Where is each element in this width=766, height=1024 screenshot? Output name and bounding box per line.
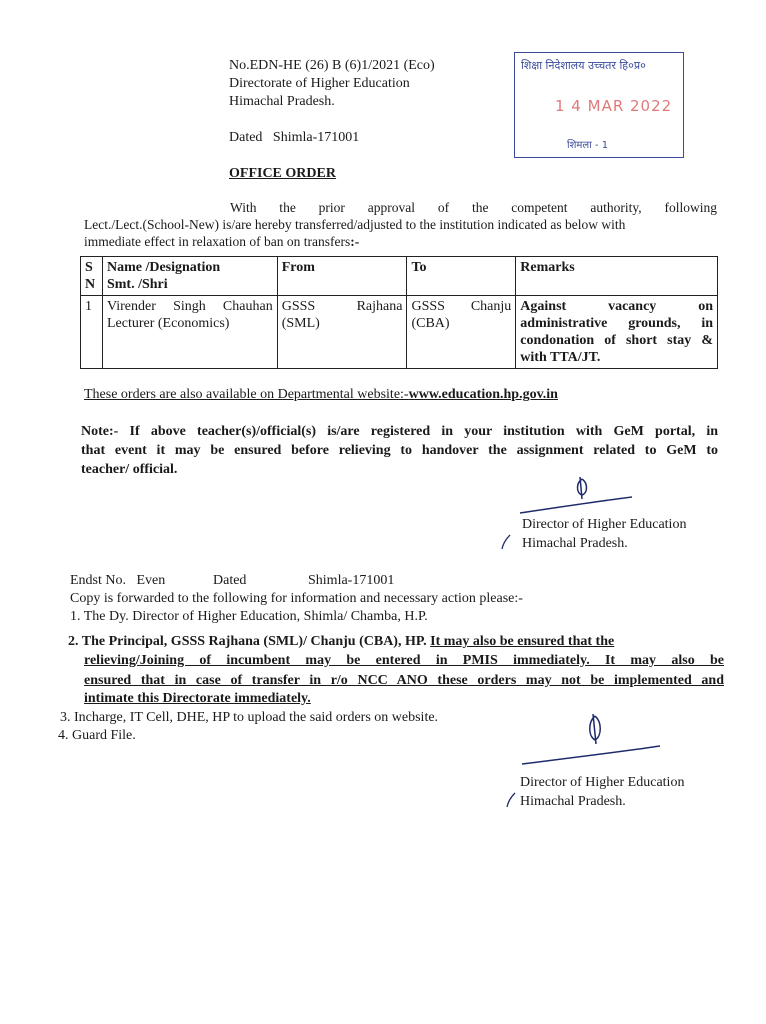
signature-2-title: Director of Higher Education [520,775,685,790]
intro-line-3 [84,233,359,250]
note-line-3: teacher/ official. [81,462,178,477]
copy-item-1-text: The Dy. Director of Higher Education, Shimla/ Chamba, H.P. [83,609,428,624]
header-to: To [407,257,516,296]
header-sn [81,257,103,296]
initial-mark-1 [500,534,514,550]
note-line-2: that event it may be ensured before relieving to handover the assignment related to GeM to [81,443,718,458]
copy-item-4 [58,727,136,744]
copy-item-2-line-3: ensured that in case of transfer in r/o NCC ANO these orders may not be implemented and [84,673,724,688]
intro-line-3-text: immediate effect in relaxation of ban on transfers [84,234,351,249]
copy-item-2-num: 2. [68,634,79,649]
header-from: From [277,257,407,296]
row-remarks: Against vacancy on administrative grounds, in condonation of short stay & with TTA/JT. [516,296,718,369]
file-number: No.EDN-HE (26) B (6)1/2021 (Eco) [229,58,435,73]
website-link[interactable]: www.education.hp.gov.in [408,387,558,402]
copy-item-2 [68,633,723,650]
header-name-1: Name /Designation [106,260,221,275]
copy-item-1 [70,608,428,625]
stamp-place: शिमला - 1 [567,140,609,151]
copy-item-2-line-4: intimate this Directorate immediately. [84,691,311,706]
website-note [84,386,558,403]
copy-item-2-lead: The Principal, GSSS Rajhana (SML)/ Chanju (CBA), HP. [81,634,427,649]
copy-item-3-num: 3. [60,710,71,725]
intro-line-1: With the prior approval of the competent authority, following [230,200,717,215]
header-sn-s: S [85,260,93,275]
stamp-office: शिक्षा निदेशालय उच्चतर हि०प्र० [521,59,646,72]
endorsement-dated: Dated [213,573,247,588]
copy-item-2-line-1: It may also be ensured that the [430,634,615,649]
copy-item-3 [60,709,438,726]
signature-1-state: Himachal Pradesh. [522,536,628,551]
signature-2-mark [520,712,670,772]
initial-mark-2 [505,792,519,808]
copy-item-2-line-2: relieving/Joining of incumbent may be entered in PMIS immediately. It may also be [84,653,724,668]
office-name: Directorate of Higher Education [229,76,410,91]
note-line-1: Note:- If above teacher(s)/official(s) is/are registered in your institution with GeM portal, in [81,424,718,439]
signature-1-title: Director of Higher Education [522,517,687,532]
endorsement-place: Shimla-171001 [308,573,395,588]
row-to: GSSS Chanju (CBA) [407,296,516,369]
copy-item-1-num: 1. [70,609,81,624]
header-remarks: Remarks [516,257,718,296]
intro-line-3-suffix: :- [350,234,360,249]
signature-2-state: Himachal Pradesh. [520,794,626,809]
copy-forward-line: Copy is forwarded to the following for information and necessary action please:- [70,591,523,606]
copy-item-4-num: 4. [58,728,69,743]
dated-line: Dated Shimla-171001 [229,130,360,145]
row-sn: 1 [81,296,103,369]
header-name-2: Smt. /Shri [106,277,168,292]
copy-item-3-text: Incharge, IT Cell, DHE, HP to upload the said orders on website. [74,710,439,725]
receipt-stamp [514,52,684,158]
table-row [81,296,718,369]
table-header-row [81,257,718,296]
website-note-text: These orders are also available on Departmental website:- [84,387,409,402]
office-state: Himachal Pradesh. [229,94,335,109]
header-name [102,257,277,296]
copy-item-4-text: Guard File. [72,728,136,743]
header-sn-n: N [85,277,96,292]
page-title: OFFICE ORDER [229,166,336,181]
endorsement-number: Endst No. Even [70,573,166,588]
row-from: GSSS Rajhana (SML) [277,296,407,369]
stamp-date: 1 4 MAR 2022 [555,97,673,115]
transfer-table [80,256,718,369]
intro-line-2: Lect./Lect.(School-New) is/are hereby transferred/adjusted to the institution indicated as below with [84,217,626,232]
row-name: Virender Singh Chauhan Lecturer (Economics) [102,296,277,369]
